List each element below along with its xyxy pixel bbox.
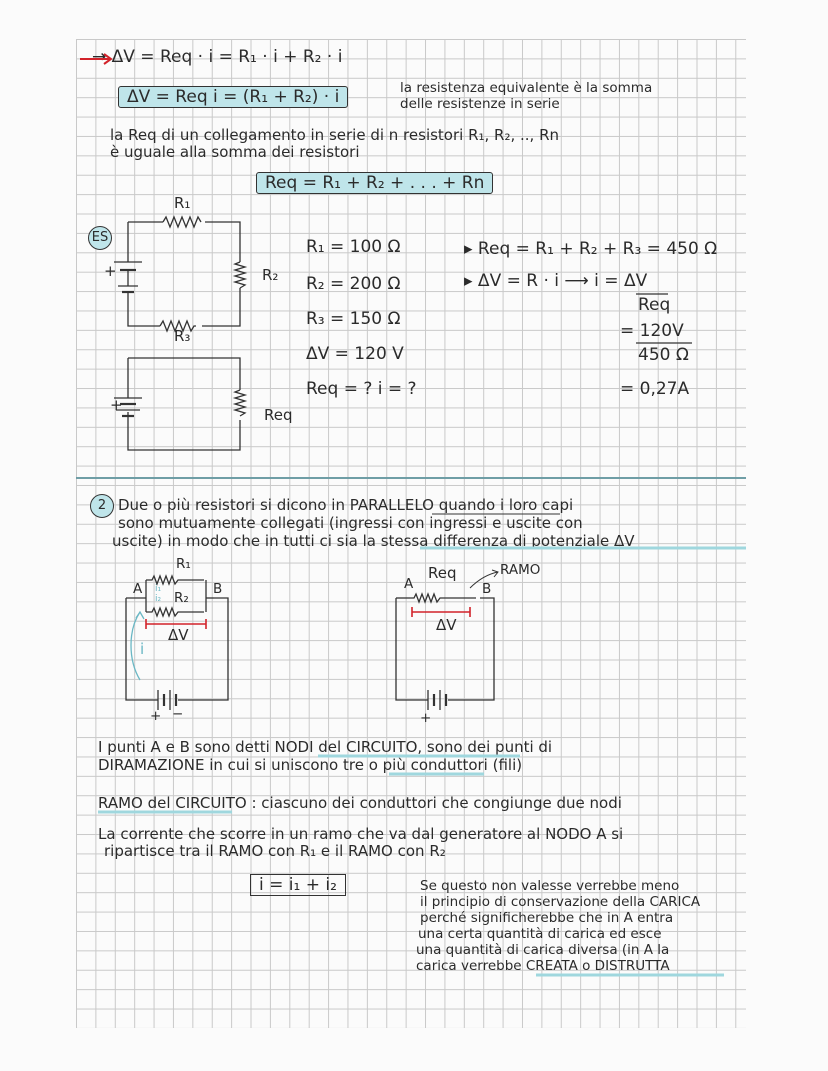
resistor-r3-icon [160, 321, 196, 331]
resistor-r2-icon [235, 262, 245, 288]
current-text-1: La corrente che scorre in un ramo che va dal generatore al NODO A si [98, 825, 624, 843]
nodes-text-2: DIRAMAZIONE in cui si uniscono tre o più conduttori (fili) [98, 756, 523, 774]
par-node-a: A [133, 581, 143, 597]
ramo-definition: RAMO del CIRCUITO : ciascuno dei conduttori che congiunge due nodi [98, 794, 622, 812]
par-plus: + [150, 708, 162, 724]
eq-node-a: A [404, 576, 414, 592]
label-r3: R₃ [174, 327, 191, 345]
data-r3: R₃ = 150 Ω [306, 309, 401, 329]
resistor-r1-icon [163, 217, 201, 227]
series-formula-box: ΔV = Req i = (R₁ + R₂) · i [118, 86, 348, 108]
data-r1: R₁ = 100 Ω [306, 237, 401, 257]
label-plus-2: + [110, 396, 123, 414]
solution-ohm-denominator: Req [638, 295, 671, 315]
conservation-5: una quantità di carica diversa (in A la [416, 942, 670, 958]
current-text-2: ripartisce tra il RAMO con R₁ e il RAMO con R₂ [104, 842, 446, 860]
parallel-r2-icon [146, 608, 204, 616]
current-sum-formula: i = i₁ + i₂ [250, 874, 346, 896]
parallel-dv-marker [146, 619, 206, 629]
eq-dv-label: ΔV [436, 616, 457, 634]
equivalent-circuit [114, 358, 245, 450]
par-i1: i₁ [155, 584, 162, 594]
solution-ohm: ▸ ΔV = R · i ⟶ i = ΔV [464, 271, 648, 291]
resistor-req-icon [235, 390, 245, 416]
parallel-def-1: Due o più resistori si dicono in PARALLELO quando i loro capi [118, 496, 574, 514]
conservation-2: il principio di conservazione della CARICA [420, 894, 701, 910]
conservation-1: Se questo non valesse verrebbe meno [420, 878, 680, 894]
ramo-arrow-icon [470, 570, 498, 588]
eq-plus: + [420, 710, 432, 726]
par-i: i [140, 640, 145, 658]
label-r2: R₂ [262, 266, 279, 284]
ramo-label: RAMO [500, 562, 541, 578]
series-definition-2: è uguale alla somma dei resistori [110, 143, 360, 161]
par-r1: R₁ [176, 556, 191, 572]
solution-result: = 0,27A [620, 379, 690, 399]
series-definition-1: la Req di un collegamento in serie di n resistori R₁, R₂, .., Rn [110, 126, 560, 144]
solution-denominator: 450 Ω [638, 345, 689, 365]
par-node-b: B [213, 581, 223, 597]
series-circuit [114, 217, 245, 331]
current-arrow-icon [131, 612, 144, 680]
eq-resistor-icon [410, 594, 476, 602]
eq-dv-marker [412, 607, 470, 617]
parallel-circuit [126, 576, 228, 710]
series-note-1: la resistenza equivalente è la somma [400, 80, 653, 96]
conservation-4: una certa quantità di carica ed esce [418, 926, 662, 942]
eq-node-b: B [482, 581, 492, 597]
conservation-3: perché significherebbe che in A entra [420, 910, 674, 926]
par-minus: − [172, 706, 184, 722]
par-r2: R₂ [174, 590, 189, 606]
eq-req-label: Req [428, 564, 457, 582]
parallel-r1-icon [146, 576, 204, 584]
conservation-6: carica verrebbe CREATA o DISTRUTTA [416, 958, 670, 974]
label-plus: + [104, 262, 117, 280]
solution-req: ▸ Req = R₁ + R₂ + R₃ = 450 Ω [464, 239, 718, 259]
data-dv: ΔV = 120 V [306, 344, 404, 364]
label-r1: R₁ [174, 194, 191, 212]
req-sum-formula: Req = R₁ + R₂ + . . . + Rn [256, 172, 493, 194]
par-i2: i₂ [155, 594, 162, 604]
solution-numerator: = 120V [620, 321, 684, 341]
series-equation-line: → ΔV = Req · i = R₁ · i + R₂ · i [92, 47, 343, 67]
red-arrow-icon [80, 54, 111, 64]
data-r2: R₂ = 200 Ω [306, 274, 401, 294]
label-req: Req [264, 406, 293, 424]
example-badge: ES [88, 226, 112, 250]
parallel-def-3: uscite) in modo che in tutti ci sia la stessa differenza di potenziale ΔV [112, 532, 635, 550]
par-dv-label: ΔV [168, 626, 189, 644]
nodes-text-1: I punti A e B sono detti NODI del CIRCUITO, sono dei punti di [98, 738, 553, 756]
section-number: 2 [90, 494, 114, 518]
series-note-2: delle resistenze in serie [400, 96, 560, 112]
parallel-def-2: sono mutuamente collegati (ingressi con ingressi e uscite con [118, 514, 583, 532]
data-unknowns: Req = ? i = ? [306, 379, 417, 399]
